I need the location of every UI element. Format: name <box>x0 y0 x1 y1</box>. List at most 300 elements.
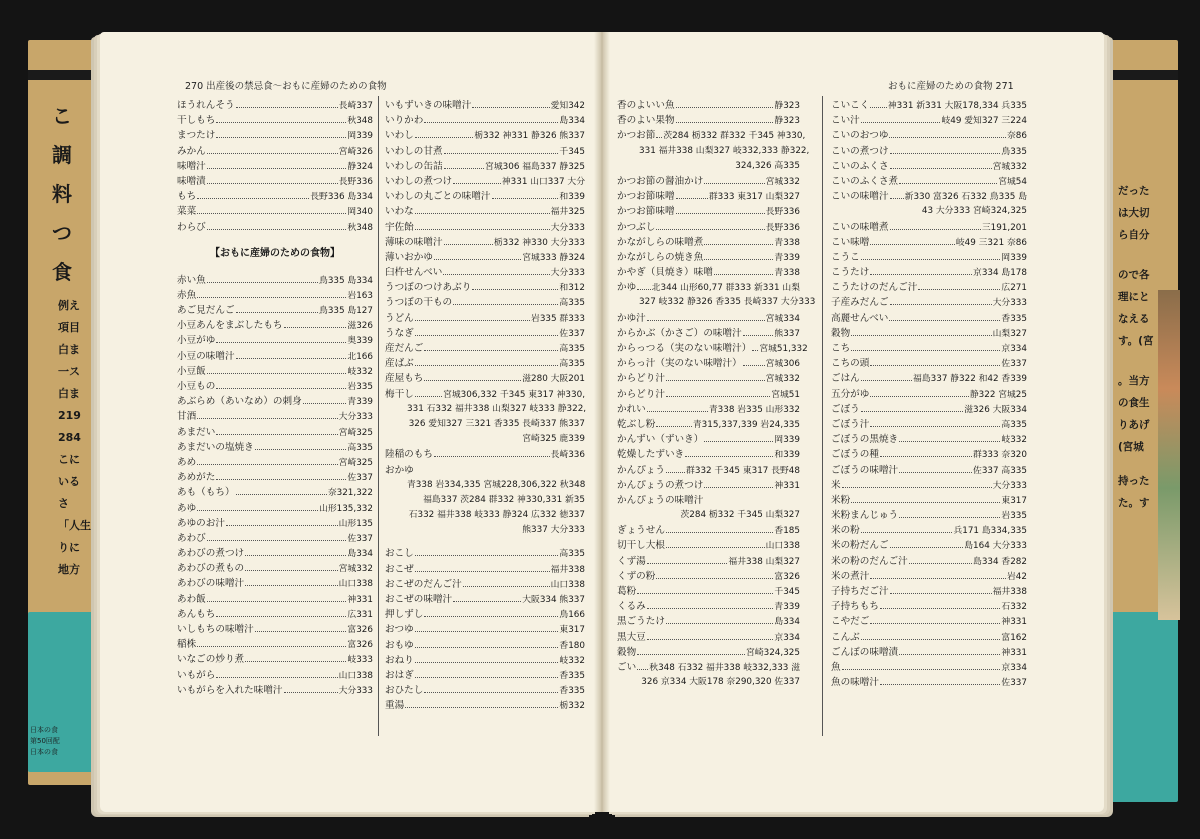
leader-dots <box>245 555 346 556</box>
entry-term: あまだい <box>177 426 216 438</box>
index-entry <box>831 174 1027 189</box>
index-entry <box>177 220 373 235</box>
left-cover-side-text <box>58 295 98 581</box>
index-entry <box>177 668 373 683</box>
index-entry <box>177 273 373 288</box>
index-entry <box>617 630 800 645</box>
index-entry <box>177 531 373 546</box>
entry-refs: 宮城51 <box>771 389 800 400</box>
index-entry <box>831 265 1027 280</box>
leader-dots <box>472 289 558 290</box>
entry-term: 産屋もち <box>385 373 424 385</box>
index-entry <box>385 577 585 592</box>
entry-refs: 岩42 <box>1007 571 1027 582</box>
entry-refs: 和339 <box>559 192 585 203</box>
index-entry <box>831 508 1027 523</box>
side-line: 例え <box>58 299 80 312</box>
cover-line: す。(宮 <box>1118 335 1154 347</box>
entry-term: 梅干し <box>385 388 414 400</box>
leader-dots <box>434 259 521 260</box>
index-entry <box>617 478 800 493</box>
entry-refs: 高335 <box>559 549 585 560</box>
index-entry <box>831 630 1027 645</box>
leader-dots <box>899 472 972 473</box>
entry-term: 穀物 <box>617 646 637 658</box>
entry-refs: 京334 <box>1001 344 1027 354</box>
index-entry <box>177 189 373 204</box>
index-entry <box>831 645 1027 660</box>
entry-term: 子持ちだご汁 <box>831 586 889 597</box>
entry-term: もち <box>177 191 197 203</box>
entry-term: かながしらの味噌煮 <box>617 236 704 248</box>
side-line: 白ま <box>58 387 80 400</box>
entry-term: おねり <box>385 654 414 666</box>
leader-dots <box>236 312 318 313</box>
index-entry <box>617 326 800 341</box>
leader-dots <box>236 107 338 108</box>
index-entry <box>617 463 800 478</box>
index-entry <box>177 174 373 189</box>
leader-dots <box>666 532 773 533</box>
entry-refs: 岡339 <box>347 131 373 142</box>
entry-refs: 宮崎324,325 <box>746 647 800 658</box>
leader-dots <box>472 107 549 108</box>
index-entry <box>831 675 1027 690</box>
index-entry <box>385 463 585 478</box>
entry-term: こいの味噌汁 <box>831 191 889 203</box>
index-entry <box>385 653 585 668</box>
entry-refs: 鳥335 島334 <box>319 275 373 286</box>
entry-refs: 神331 <box>1001 647 1027 658</box>
entry-refs: 新330 富326 石332 鳥335 島 <box>904 192 1027 203</box>
entry-refs: 京334 <box>1001 662 1027 673</box>
leader-dots <box>851 502 1000 503</box>
entry-refs: 佐337 <box>347 533 373 544</box>
entry-term: あぶらめ（あいなめ）の刺身 <box>177 396 302 408</box>
leader-dots <box>216 342 346 343</box>
leader-dots <box>245 585 337 586</box>
entry-refs: 島334 <box>559 116 585 127</box>
index-entry <box>617 645 800 660</box>
right-cover-dark-band <box>1100 70 1178 80</box>
index-entry <box>385 341 585 356</box>
index-entry <box>385 683 585 698</box>
leader-dots <box>880 684 1000 685</box>
index-entry <box>831 280 1027 295</box>
index-entry <box>617 311 800 326</box>
index-entry <box>831 463 1027 478</box>
entry-term: 乾燥したずいき <box>617 449 685 461</box>
index-entry <box>177 683 373 698</box>
leader-dots <box>889 320 1000 321</box>
entry-refs: 山口338 <box>338 579 373 590</box>
entry-refs: 岡339 <box>774 435 800 446</box>
entry-term: くず湯 <box>617 555 646 567</box>
leader-dots <box>415 213 550 214</box>
spine-char: つ <box>52 221 72 245</box>
entry-term: 米 <box>831 479 841 491</box>
entry-term: あわ飯 <box>177 593 206 605</box>
cover-line: 理にと <box>1118 291 1150 303</box>
index-entry <box>385 144 585 159</box>
entry-refs: 岡340 <box>347 207 373 218</box>
entry-term: かんぴょうの煮つけ <box>617 479 704 491</box>
leader-dots <box>216 479 346 480</box>
entry-term: 乾ぶし粉 <box>617 418 656 430</box>
entry-term: 赤い魚 <box>177 274 206 286</box>
index-entry <box>385 668 585 683</box>
index-entry <box>831 660 1027 675</box>
leader-dots <box>704 259 773 260</box>
leader-dots <box>743 335 774 336</box>
index-entry <box>831 614 1027 629</box>
index-entry <box>617 417 800 432</box>
entry-term: からかぶ（かさご）の味噌汁 <box>617 327 742 339</box>
entry-refs: 宮崎325 鹿339 <box>522 434 585 445</box>
leader-dots <box>870 274 972 275</box>
entry-term: 押しずし <box>385 609 424 621</box>
entry-refs: 京334 <box>774 632 800 643</box>
index-entry <box>617 128 806 143</box>
leader-dots <box>492 198 559 199</box>
entry-refs: 群333 東317 山梨327 <box>708 192 800 203</box>
entry-term: 米の粉 <box>831 525 860 537</box>
entry-refs: 大分333 <box>338 685 373 696</box>
index-entry <box>385 698 585 713</box>
index-entry-continuation <box>617 508 800 523</box>
index-entry <box>617 174 800 189</box>
entry-refs: 長野336 <box>765 207 800 218</box>
entry-refs: 福井338 <box>992 587 1027 597</box>
leader-dots <box>890 198 904 199</box>
entry-term: うなぎ <box>385 327 414 339</box>
entry-term: 臼杵せんべい <box>385 267 443 279</box>
entry-refs: 宮崎326 <box>338 146 373 157</box>
leader-dots <box>463 586 550 587</box>
index-entry <box>177 516 373 531</box>
entry-term: ごんぼの味噌漬 <box>831 646 899 658</box>
entry-term: かつぶし <box>617 221 656 233</box>
index-entry <box>177 607 373 622</box>
entry-refs: 秋348 <box>347 222 373 233</box>
entry-refs: 宮城54 <box>998 176 1027 187</box>
entry-term: 米の煮汁 <box>831 570 870 582</box>
footer-line: 日本の食 <box>30 726 58 734</box>
leader-dots <box>207 183 338 184</box>
entry-refs: 岩335 <box>1001 511 1027 522</box>
entry-term: こちの頭 <box>831 358 870 370</box>
entry-term: こやだご <box>831 616 870 628</box>
entry-term: こち <box>831 343 851 354</box>
index-entry-continuation <box>385 402 585 417</box>
leader-dots <box>207 601 347 602</box>
entry-term: 米の粉だんご <box>831 540 889 552</box>
entry-refs: 佐337 <box>559 328 585 339</box>
side-line: 一ス <box>58 365 80 378</box>
leader-dots <box>637 654 745 655</box>
leader-dots <box>656 578 773 579</box>
entry-refs: 324,326 高335 <box>735 160 800 171</box>
leader-dots <box>870 396 968 397</box>
entry-term: こい汁 <box>831 115 860 127</box>
entry-term: かつお節の醤油かけ <box>617 175 704 187</box>
entry-refs: 千345 <box>774 587 800 597</box>
entry-term: 宇佐飴 <box>385 221 414 233</box>
index-entry <box>831 538 1027 553</box>
leader-dots <box>434 456 550 457</box>
spine-char: 食 <box>52 260 72 284</box>
index-entry <box>617 402 800 417</box>
index-entry <box>385 113 585 128</box>
entry-term: 香のよいい魚 <box>617 100 675 111</box>
entry-term: いしもちの味噌汁 <box>177 624 254 635</box>
index-entry <box>617 447 800 462</box>
entry-term: 米粉 <box>831 494 851 506</box>
cover-line: 。当方 <box>1118 375 1150 387</box>
cover-line: だった <box>1118 185 1150 197</box>
entry-term: おひたし <box>385 685 424 697</box>
index-entry <box>177 113 373 128</box>
index-entry <box>385 447 585 462</box>
entry-term: ごぼう <box>831 403 860 415</box>
index-entry <box>831 371 1027 386</box>
leader-dots <box>444 153 559 154</box>
index-entry <box>385 592 585 607</box>
entry-term: ごぼうの種 <box>831 449 879 461</box>
leader-dots <box>842 669 1001 670</box>
entry-term: ほうれんそう <box>177 100 235 111</box>
leader-dots <box>197 213 346 214</box>
index-entry <box>617 599 800 614</box>
leader-dots <box>861 122 941 123</box>
entry-refs: 香335 <box>559 670 585 681</box>
index-entry <box>177 128 373 143</box>
leader-dots <box>453 304 558 305</box>
index-entry <box>617 189 800 204</box>
entry-term: うつぼの干もの <box>385 297 453 309</box>
index-column-4 <box>831 98 1027 690</box>
index-entry <box>385 311 585 326</box>
cover-line: りあげ <box>1118 419 1150 431</box>
entry-refs: 岐333 <box>347 655 373 666</box>
leader-dots <box>861 639 1001 640</box>
entry-refs: 高335 <box>559 344 585 354</box>
entry-term: かやぎ（貝焼き）味噌 <box>617 267 713 279</box>
index-entry <box>177 349 373 364</box>
leader-dots <box>415 555 559 556</box>
entry-term: こうたけのだんご汁 <box>831 282 918 294</box>
index-entry <box>617 265 800 280</box>
entry-refs: 滋280 大阪201 <box>522 374 585 385</box>
leader-dots <box>424 616 558 617</box>
leader-dots <box>647 608 774 609</box>
entry-refs: 鳥335 島127 <box>319 306 373 317</box>
index-entry <box>177 409 373 424</box>
entry-term: いわしの煮つけ <box>385 175 453 187</box>
entry-refs: 青339 <box>774 252 800 263</box>
book-gutter <box>594 32 610 812</box>
index-entry <box>617 98 800 113</box>
entry-refs: 長崎336 <box>550 450 585 461</box>
entry-refs: 茨284 栃332 千345 山梨327 <box>680 510 800 521</box>
leader-dots <box>909 563 972 564</box>
entry-term: こいの味噌煮 <box>831 221 889 233</box>
entry-refs: 滋326 大阪334 <box>964 404 1027 415</box>
entry-refs: 和339 <box>774 450 800 461</box>
index-entry <box>177 333 373 348</box>
cover-line: た。す <box>1118 497 1150 509</box>
index-entry <box>177 379 373 394</box>
index-entry <box>177 455 373 470</box>
leader-dots <box>207 540 347 541</box>
entry-term: 五分がゆ <box>831 388 870 400</box>
leader-dots <box>899 517 1000 518</box>
leader-dots <box>870 426 1000 427</box>
entry-term: 葛粉 <box>617 586 637 597</box>
entry-term: こいのふくさ <box>831 160 889 172</box>
leader-dots <box>870 244 954 245</box>
entry-refs: 鳥335 <box>1001 146 1027 157</box>
leader-dots <box>676 122 774 123</box>
leader-dots <box>444 244 493 245</box>
leader-dots <box>685 456 773 457</box>
index-entry <box>617 204 800 219</box>
spine-char: こ <box>52 104 72 128</box>
leader-dots <box>861 259 1001 260</box>
entry-term: うつぼのつけあぶり <box>385 282 472 294</box>
leader-dots <box>415 335 559 336</box>
leader-dots <box>284 692 338 693</box>
entry-term: 切干し大根 <box>617 540 665 552</box>
cover-line: 持った <box>1118 475 1150 487</box>
leader-dots <box>637 593 773 594</box>
cover-line: の食生 <box>1118 397 1150 409</box>
side-line: こに <box>58 453 80 466</box>
entry-refs: 富326 <box>347 625 373 635</box>
entry-term: 甘酒 <box>177 411 197 423</box>
entry-term: おつゆ <box>385 624 414 636</box>
entry-refs: 331 石332 福井338 山梨327 岐333 静322, <box>407 403 587 414</box>
leader-dots <box>245 570 337 571</box>
entry-refs: 青338 岩335 山形332 <box>708 404 800 415</box>
entry-refs: 宮城332 <box>992 161 1027 172</box>
entry-term: いわし <box>385 130 414 142</box>
index-entry <box>617 569 800 584</box>
entry-refs: 高335 <box>559 359 585 370</box>
leader-dots <box>704 244 773 245</box>
entry-refs: 岩335 群333 <box>531 313 585 324</box>
leader-dots <box>424 350 558 351</box>
entry-term: 子産みだんご <box>831 297 889 309</box>
index-entry-continuation <box>385 523 585 538</box>
entry-term: おこし <box>385 548 414 560</box>
leader-dots <box>870 623 1000 624</box>
leader-dots <box>656 229 764 230</box>
entry-term: 米の粉のだんご汁 <box>831 555 908 567</box>
entry-term: あわび <box>177 532 206 544</box>
index-entry <box>385 98 585 113</box>
index-entry <box>831 569 1027 584</box>
entry-term: いわしの甘煮 <box>385 145 443 157</box>
index-entry <box>177 470 373 485</box>
entry-refs: 青315,337,339 岩24,335 <box>692 419 800 430</box>
entry-refs: 宮城51,332 <box>759 344 808 354</box>
entry-refs: 宮城332 <box>338 564 373 575</box>
leader-dots <box>415 320 530 321</box>
leader-dots <box>890 593 992 594</box>
entry-term: あも（もち） <box>177 487 235 499</box>
leader-dots <box>704 487 773 488</box>
leader-dots <box>226 525 338 526</box>
entry-term: 魚の味噌汁 <box>831 677 879 689</box>
entry-refs: 佐337 <box>347 473 373 484</box>
entry-term: あんもち <box>177 608 216 620</box>
entry-refs: 331 福井338 山梨327 岐332,333 静322, <box>639 145 810 156</box>
entry-refs: 富162 <box>1001 632 1027 643</box>
index-entry-continuation <box>385 478 585 493</box>
entry-term: からっ汁（実のない味噌汁） <box>617 358 742 370</box>
entry-refs: 北166 <box>347 351 373 362</box>
entry-refs: 326 京334 大阪178 奈290,320 佐337 <box>641 677 800 688</box>
leader-dots <box>207 373 347 374</box>
leader-dots <box>415 365 559 366</box>
leader-dots <box>415 396 442 397</box>
entry-refs: 福井338 山梨327 <box>728 556 800 567</box>
index-entry <box>831 478 1027 493</box>
entry-term: いもずいきの味噌汁 <box>385 100 472 111</box>
entry-refs: 青338 <box>774 237 800 248</box>
entry-refs: 高335 <box>347 442 373 453</box>
leader-dots <box>415 229 550 230</box>
entry-refs: 宮崎325 <box>338 427 373 438</box>
entry-term: いわしの丸ごとの味噌汁 <box>385 191 491 203</box>
leader-dots <box>415 631 559 632</box>
entry-refs: 岩163 <box>347 290 373 301</box>
entry-refs: 群332 千345 東317 長野48 <box>686 465 800 476</box>
entry-term: 香のよい果物 <box>617 115 675 127</box>
leader-dots <box>890 304 992 305</box>
leader-dots <box>647 563 728 564</box>
leader-dots <box>861 380 912 381</box>
entry-refs: 香180 <box>559 640 585 651</box>
entry-refs: 京334 島178 <box>973 268 1027 279</box>
index-entry <box>831 295 1027 310</box>
leader-dots <box>216 677 337 678</box>
entry-refs: 青339 <box>774 602 800 613</box>
index-entry-continuation <box>617 295 816 310</box>
index-entry <box>177 303 373 318</box>
index-entry <box>385 204 585 219</box>
entry-refs: 奈321,322 <box>327 488 373 499</box>
entry-term: あめがた <box>177 472 216 484</box>
leader-dots <box>851 335 991 336</box>
entry-term: あわびの煮もの <box>177 563 245 575</box>
index-entry <box>617 280 800 295</box>
index-entry <box>177 546 373 561</box>
left-cover-dark-band <box>28 70 108 80</box>
index-entry <box>385 562 585 577</box>
entry-term: 味噌漬 <box>177 175 206 187</box>
index-entry <box>177 364 373 379</box>
leader-dots <box>666 380 765 381</box>
leader-dots <box>444 168 484 169</box>
leader-dots <box>207 282 318 283</box>
index-entry <box>617 387 800 402</box>
leader-dots <box>637 289 650 290</box>
entry-term: かんぴょう <box>617 464 665 476</box>
entry-refs: 大分333 <box>550 222 585 233</box>
entry-term: いわな <box>385 206 414 218</box>
